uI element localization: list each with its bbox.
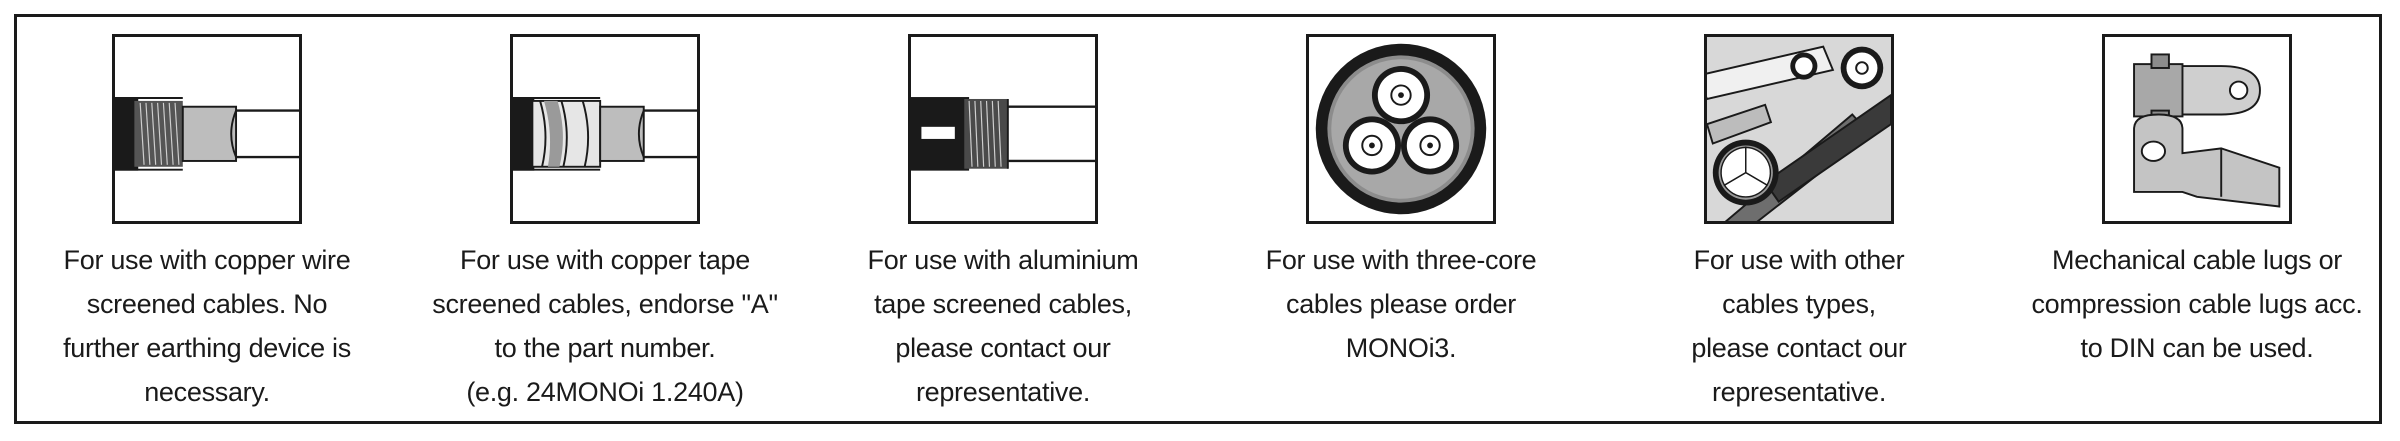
cable-lugs-icon: [2102, 34, 2292, 224]
panel-caption: [12, 238, 402, 414]
caption-line: representative.: [915, 377, 1091, 407]
caption-line: necessary.: [144, 377, 270, 407]
caption-line: to DIN can be used.: [2080, 333, 2314, 363]
caption-line: For use with copper tape: [460, 245, 750, 275]
caption-line: screened cables. No: [86, 289, 328, 319]
panel-copper-wire: [12, 18, 402, 408]
panel-caption: [1604, 238, 1994, 414]
caption-line: tape screened cables,: [874, 289, 1132, 319]
caption-line: please contact our: [895, 333, 1111, 363]
panel-caption: [808, 238, 1198, 414]
panel-cable-lugs: [2002, 18, 2392, 408]
caption-line: For use with aluminium: [867, 245, 1139, 275]
caption-line: For use with other: [1693, 245, 1905, 275]
panel-caption: [1206, 238, 1596, 370]
caption-line: For use with copper wire: [63, 245, 351, 275]
three-core-cable-cross-section-icon: [1306, 34, 1496, 224]
panel-caption: [2002, 238, 2392, 370]
caption-line: compression cable lugs acc.: [2031, 289, 2363, 319]
caption-line: For use with three-core: [1265, 245, 1537, 275]
aluminium-tape-screened-cable-icon: [908, 34, 1098, 224]
copper-tape-screened-cable-icon: [510, 34, 700, 224]
caption-line: MONOi3.: [1345, 333, 1457, 363]
panel-copper-tape: [410, 18, 800, 408]
caption-line: Mechanical cable lugs or: [2052, 245, 2342, 275]
caption-line: representative.: [1711, 377, 1887, 407]
caption-line: further earthing device is: [63, 333, 351, 363]
caption-line: cables types,: [1722, 289, 1876, 319]
caption-line: screened cables, endorse "A": [432, 289, 778, 319]
caption-line: cables please order: [1286, 289, 1516, 319]
panel-caption: [410, 238, 800, 414]
panel-three-core: [1206, 18, 1596, 408]
caption-line: (e.g. 24MONOi 1.240A): [466, 377, 744, 407]
caption-line: to the part number.: [494, 333, 716, 363]
copper-wire-screened-cable-icon: [112, 34, 302, 224]
panel-other-cables: [1604, 18, 1994, 408]
panel-aluminium-tape: [808, 18, 1198, 408]
caption-line: please contact our: [1691, 333, 1907, 363]
other-cable-types-icon: [1704, 34, 1894, 224]
